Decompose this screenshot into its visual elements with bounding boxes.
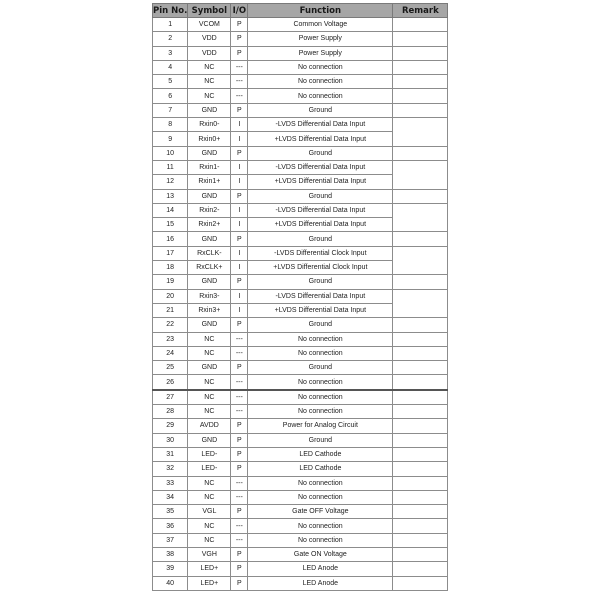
table-body: [153, 18, 448, 591]
io-cell: P: [231, 562, 248, 576]
function-cell: No connection: [248, 75, 393, 89]
io-cell: P: [231, 18, 248, 32]
remark-cell: [393, 462, 448, 476]
io-cell: P: [231, 232, 248, 246]
table-row: [153, 189, 448, 203]
remark-cell: [393, 203, 448, 232]
function-cell: Ground: [248, 433, 393, 447]
pin-number-cell: 7: [153, 103, 188, 117]
remark-cell: [393, 18, 448, 32]
table-row: [153, 505, 448, 519]
symbol-cell: NC: [188, 75, 231, 89]
pin-number-cell: 25: [153, 361, 188, 375]
symbol-cell: Rxin1+: [188, 175, 231, 189]
function-cell: No connection: [248, 490, 393, 504]
symbol-cell: NC: [188, 519, 231, 533]
pin-number-cell: 20: [153, 289, 188, 303]
table-row: [153, 547, 448, 561]
function-cell: +LVDS Differential Data Input: [248, 132, 393, 146]
symbol-cell: NC: [188, 332, 231, 346]
symbol-cell: RxCLK+: [188, 261, 231, 275]
io-cell: I: [231, 246, 248, 260]
pin-number-cell: 32: [153, 462, 188, 476]
pin-number-cell: 30: [153, 433, 188, 447]
table-row: [153, 490, 448, 504]
table-row: [153, 318, 448, 332]
io-cell: I: [231, 118, 248, 132]
table-row: [153, 160, 448, 174]
io-cell: I: [231, 261, 248, 275]
table-row: [153, 146, 448, 160]
symbol-cell: VCOM: [188, 18, 231, 32]
function-cell: No connection: [248, 375, 393, 390]
pin-number-cell: 1: [153, 18, 188, 32]
header-pin-no: Pin No.: [153, 5, 188, 16]
table-row: [153, 60, 448, 74]
function-cell: +LVDS Differential Data Input: [248, 218, 393, 232]
symbol-cell: GND: [188, 361, 231, 375]
function-cell: -LVDS Differential Data Input: [248, 289, 393, 303]
remark-cell: [393, 505, 448, 519]
table-row: [153, 533, 448, 547]
pin-assignment-table: [152, 3, 448, 591]
remark-cell: [393, 447, 448, 461]
function-cell: Ground: [248, 103, 393, 117]
table-row: [153, 462, 448, 476]
symbol-cell: Rxin3-: [188, 289, 231, 303]
pin-number-cell: 6: [153, 89, 188, 103]
symbol-cell: NC: [188, 60, 231, 74]
pin-number-cell: 10: [153, 146, 188, 160]
pin-number-cell: 14: [153, 203, 188, 217]
pin-number-cell: 18: [153, 261, 188, 275]
symbol-cell: NC: [188, 375, 231, 390]
function-cell: Ground: [248, 318, 393, 332]
remark-cell: [393, 118, 448, 147]
pin-number-cell: 28: [153, 405, 188, 419]
symbol-cell: GND: [188, 433, 231, 447]
io-cell: ---: [231, 476, 248, 490]
table-row: [153, 203, 448, 217]
remark-cell: [393, 375, 448, 390]
table-row: [153, 375, 448, 390]
io-cell: ---: [231, 405, 248, 419]
symbol-cell: VGH: [188, 547, 231, 561]
io-cell: P: [231, 547, 248, 561]
pin-number-cell: 17: [153, 246, 188, 260]
pin-number-cell: 36: [153, 519, 188, 533]
io-cell: P: [231, 447, 248, 461]
table-row: [153, 419, 448, 433]
io-cell: ---: [231, 490, 248, 504]
function-cell: No connection: [248, 533, 393, 547]
function-cell: No connection: [248, 89, 393, 103]
remark-cell: [393, 75, 448, 89]
table-row: [153, 519, 448, 533]
remark-cell: [393, 89, 448, 103]
table-row: [153, 576, 448, 590]
function-cell: -LVDS Differential Clock Input: [248, 246, 393, 260]
symbol-cell: GND: [188, 103, 231, 117]
function-cell: +LVDS Differential Data Input: [248, 303, 393, 317]
pin-number-cell: 39: [153, 562, 188, 576]
pin-number-cell: 3: [153, 46, 188, 60]
remark-cell: [393, 405, 448, 419]
pin-number-cell: 31: [153, 447, 188, 461]
io-cell: ---: [231, 390, 248, 405]
function-cell: Gate OFF Voltage: [248, 505, 393, 519]
function-cell: Gate ON Voltage: [248, 547, 393, 561]
io-cell: I: [231, 303, 248, 317]
symbol-cell: LED-: [188, 447, 231, 461]
io-cell: P: [231, 462, 248, 476]
pin-number-cell: 8: [153, 118, 188, 132]
remark-cell: [393, 562, 448, 576]
symbol-cell: GND: [188, 146, 231, 160]
remark-cell: [393, 346, 448, 360]
io-cell: P: [231, 46, 248, 60]
io-cell: ---: [231, 519, 248, 533]
function-cell: -LVDS Differential Data Input: [248, 118, 393, 132]
symbol-cell: GND: [188, 189, 231, 203]
table-row: [153, 361, 448, 375]
table-row: [153, 289, 448, 303]
table-row: [153, 390, 448, 405]
symbol-cell: GND: [188, 275, 231, 289]
pin-number-cell: 19: [153, 275, 188, 289]
table-row: [153, 18, 448, 32]
table-row: [153, 332, 448, 346]
header-symbol: Symbol: [188, 4, 231, 18]
io-cell: P: [231, 146, 248, 160]
remark-cell: [393, 289, 448, 318]
symbol-cell: GND: [188, 232, 231, 246]
pin-number-cell: 4: [153, 60, 188, 74]
io-cell: I: [231, 218, 248, 232]
table-row: [153, 275, 448, 289]
symbol-cell: NC: [188, 405, 231, 419]
symbol-cell: VDD: [188, 46, 231, 60]
remark-cell: [393, 246, 448, 275]
function-cell: No connection: [248, 476, 393, 490]
symbol-cell: Rxin2+: [188, 218, 231, 232]
remark-cell: [393, 332, 448, 346]
table-row: [153, 447, 448, 461]
symbol-cell: AVDD: [188, 419, 231, 433]
symbol-cell: NC: [188, 390, 231, 405]
pin-number-cell: 29: [153, 419, 188, 433]
io-cell: ---: [231, 375, 248, 390]
function-cell: Ground: [248, 361, 393, 375]
function-cell: Power Supply: [248, 46, 393, 60]
remark-cell: [393, 361, 448, 375]
pin-number-cell: 27: [153, 390, 188, 405]
symbol-cell: NC: [188, 346, 231, 360]
remark-cell: [393, 189, 448, 203]
remark-cell: [393, 547, 448, 561]
function-cell: Common Voltage: [248, 18, 393, 32]
symbol-cell: NC: [188, 476, 231, 490]
pin-number-cell: 5: [153, 75, 188, 89]
io-cell: ---: [231, 332, 248, 346]
table-row: [153, 118, 448, 132]
function-cell: -LVDS Differential Data Input: [248, 160, 393, 174]
symbol-cell: RxCLK-: [188, 246, 231, 260]
remark-cell: [393, 576, 448, 590]
table-row: [153, 476, 448, 490]
function-cell: No connection: [248, 405, 393, 419]
function-cell: Ground: [248, 189, 393, 203]
table-row: [153, 32, 448, 46]
function-cell: No connection: [248, 332, 393, 346]
pin-number-cell: 21: [153, 303, 188, 317]
pin-number-cell: 40: [153, 576, 188, 590]
io-cell: P: [231, 419, 248, 433]
table-row: [153, 405, 448, 419]
pin-number-cell: 9: [153, 132, 188, 146]
symbol-cell: GND: [188, 318, 231, 332]
io-cell: I: [231, 132, 248, 146]
function-cell: +LVDS Differential Clock Input: [248, 261, 393, 275]
function-cell: Ground: [248, 146, 393, 160]
header-function: Function: [248, 4, 393, 18]
pin-number-cell: 2: [153, 32, 188, 46]
table-row: [153, 75, 448, 89]
header-row: [153, 4, 448, 18]
symbol-cell: LED+: [188, 562, 231, 576]
pin-number-cell: 11: [153, 160, 188, 174]
remark-cell: [393, 433, 448, 447]
function-cell: Ground: [248, 275, 393, 289]
symbol-cell: Rxin0-: [188, 118, 231, 132]
function-cell: -LVDS Differential Data Input: [248, 203, 393, 217]
table-row: [153, 346, 448, 360]
remark-cell: [393, 390, 448, 405]
table-row: [153, 46, 448, 60]
remark-cell: [393, 419, 448, 433]
remark-cell: [393, 46, 448, 60]
io-cell: ---: [231, 75, 248, 89]
symbol-cell: VGL: [188, 505, 231, 519]
remark-cell: [393, 232, 448, 246]
function-cell: No connection: [248, 346, 393, 360]
symbol-cell: NC: [188, 533, 231, 547]
table-row: [153, 103, 448, 117]
io-cell: I: [231, 175, 248, 189]
pin-number-cell: 13: [153, 189, 188, 203]
remark-cell: [393, 60, 448, 74]
pin-number-cell: 15: [153, 218, 188, 232]
symbol-cell: Rxin1-: [188, 160, 231, 174]
function-cell: No connection: [248, 519, 393, 533]
remark-cell: [393, 318, 448, 332]
remark-cell: [393, 146, 448, 160]
function-cell: Power for Analog Circuit: [248, 419, 393, 433]
remark-cell: [393, 490, 448, 504]
function-cell: LED Anode: [248, 576, 393, 590]
function-cell: LED Anode: [248, 562, 393, 576]
io-cell: I: [231, 160, 248, 174]
table-row: [153, 246, 448, 260]
io-cell: P: [231, 433, 248, 447]
symbol-cell: LED+: [188, 576, 231, 590]
io-cell: I: [231, 289, 248, 303]
function-cell: +LVDS Differential Data Input: [248, 175, 393, 189]
io-cell: P: [231, 505, 248, 519]
symbol-cell: NC: [188, 89, 231, 103]
header-remark: Remark: [393, 4, 448, 18]
pin-number-cell: 35: [153, 505, 188, 519]
pin-number-cell: 34: [153, 490, 188, 504]
io-cell: P: [231, 361, 248, 375]
pin-number-cell: 37: [153, 533, 188, 547]
remark-cell: [393, 476, 448, 490]
symbol-cell: Rxin0+: [188, 132, 231, 146]
table-row: [153, 232, 448, 246]
header-io: I/O: [232, 5, 247, 16]
remark-cell: [393, 160, 448, 189]
function-cell: Power Supply: [248, 32, 393, 46]
function-cell: LED Cathode: [248, 462, 393, 476]
symbol-cell: NC: [188, 490, 231, 504]
pin-number-cell: 38: [153, 547, 188, 561]
function-cell: LED Cathode: [248, 447, 393, 461]
table-row: [153, 433, 448, 447]
pin-number-cell: 23: [153, 332, 188, 346]
table-row: [153, 89, 448, 103]
io-cell: ---: [231, 89, 248, 103]
pin-number-cell: 26: [153, 375, 188, 390]
function-cell: Ground: [248, 232, 393, 246]
function-cell: No connection: [248, 390, 393, 405]
io-cell: I: [231, 203, 248, 217]
remark-cell: [393, 533, 448, 547]
io-cell: ---: [231, 346, 248, 360]
symbol-cell: LED-: [188, 462, 231, 476]
pin-number-cell: 12: [153, 175, 188, 189]
table-row: [153, 562, 448, 576]
pin-number-cell: 33: [153, 476, 188, 490]
io-cell: P: [231, 189, 248, 203]
remark-cell: [393, 32, 448, 46]
symbol-cell: VDD: [188, 32, 231, 46]
io-cell: P: [231, 318, 248, 332]
io-cell: P: [231, 275, 248, 289]
pin-number-cell: 22: [153, 318, 188, 332]
function-cell: No connection: [248, 60, 393, 74]
symbol-cell: Rxin2-: [188, 203, 231, 217]
io-cell: P: [231, 576, 248, 590]
pin-number-cell: 24: [153, 346, 188, 360]
remark-cell: [393, 103, 448, 117]
symbol-cell: Rxin3+: [188, 303, 231, 317]
io-cell: P: [231, 103, 248, 117]
io-cell: P: [231, 32, 248, 46]
pin-number-cell: 16: [153, 232, 188, 246]
io-cell: ---: [231, 60, 248, 74]
remark-cell: [393, 275, 448, 289]
remark-cell: [393, 519, 448, 533]
io-cell: ---: [231, 533, 248, 547]
